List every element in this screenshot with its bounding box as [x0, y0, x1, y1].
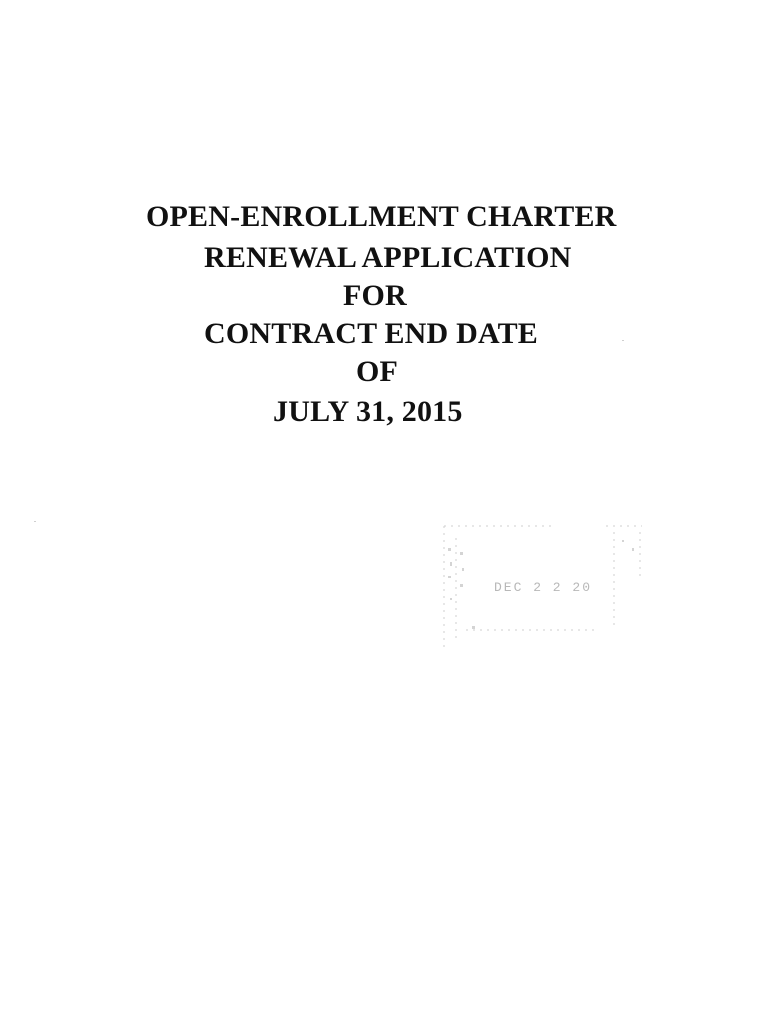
scan-speck: [622, 340, 624, 341]
title-line-1: OPEN-ENROLLMENT CHARTER: [146, 200, 617, 233]
title-line-2: RENEWAL APPLICATION: [204, 241, 572, 274]
title-line-6: JULY 31, 2015: [273, 395, 463, 428]
title-line-3: FOR: [343, 279, 407, 312]
scan-speck: [34, 521, 36, 522]
stamp-date-text: DEC 2 2 20: [494, 580, 593, 595]
title-line-5: OF: [356, 355, 399, 388]
title-line-4: CONTRACT END DATE: [204, 317, 539, 350]
received-stamp: [436, 518, 650, 658]
